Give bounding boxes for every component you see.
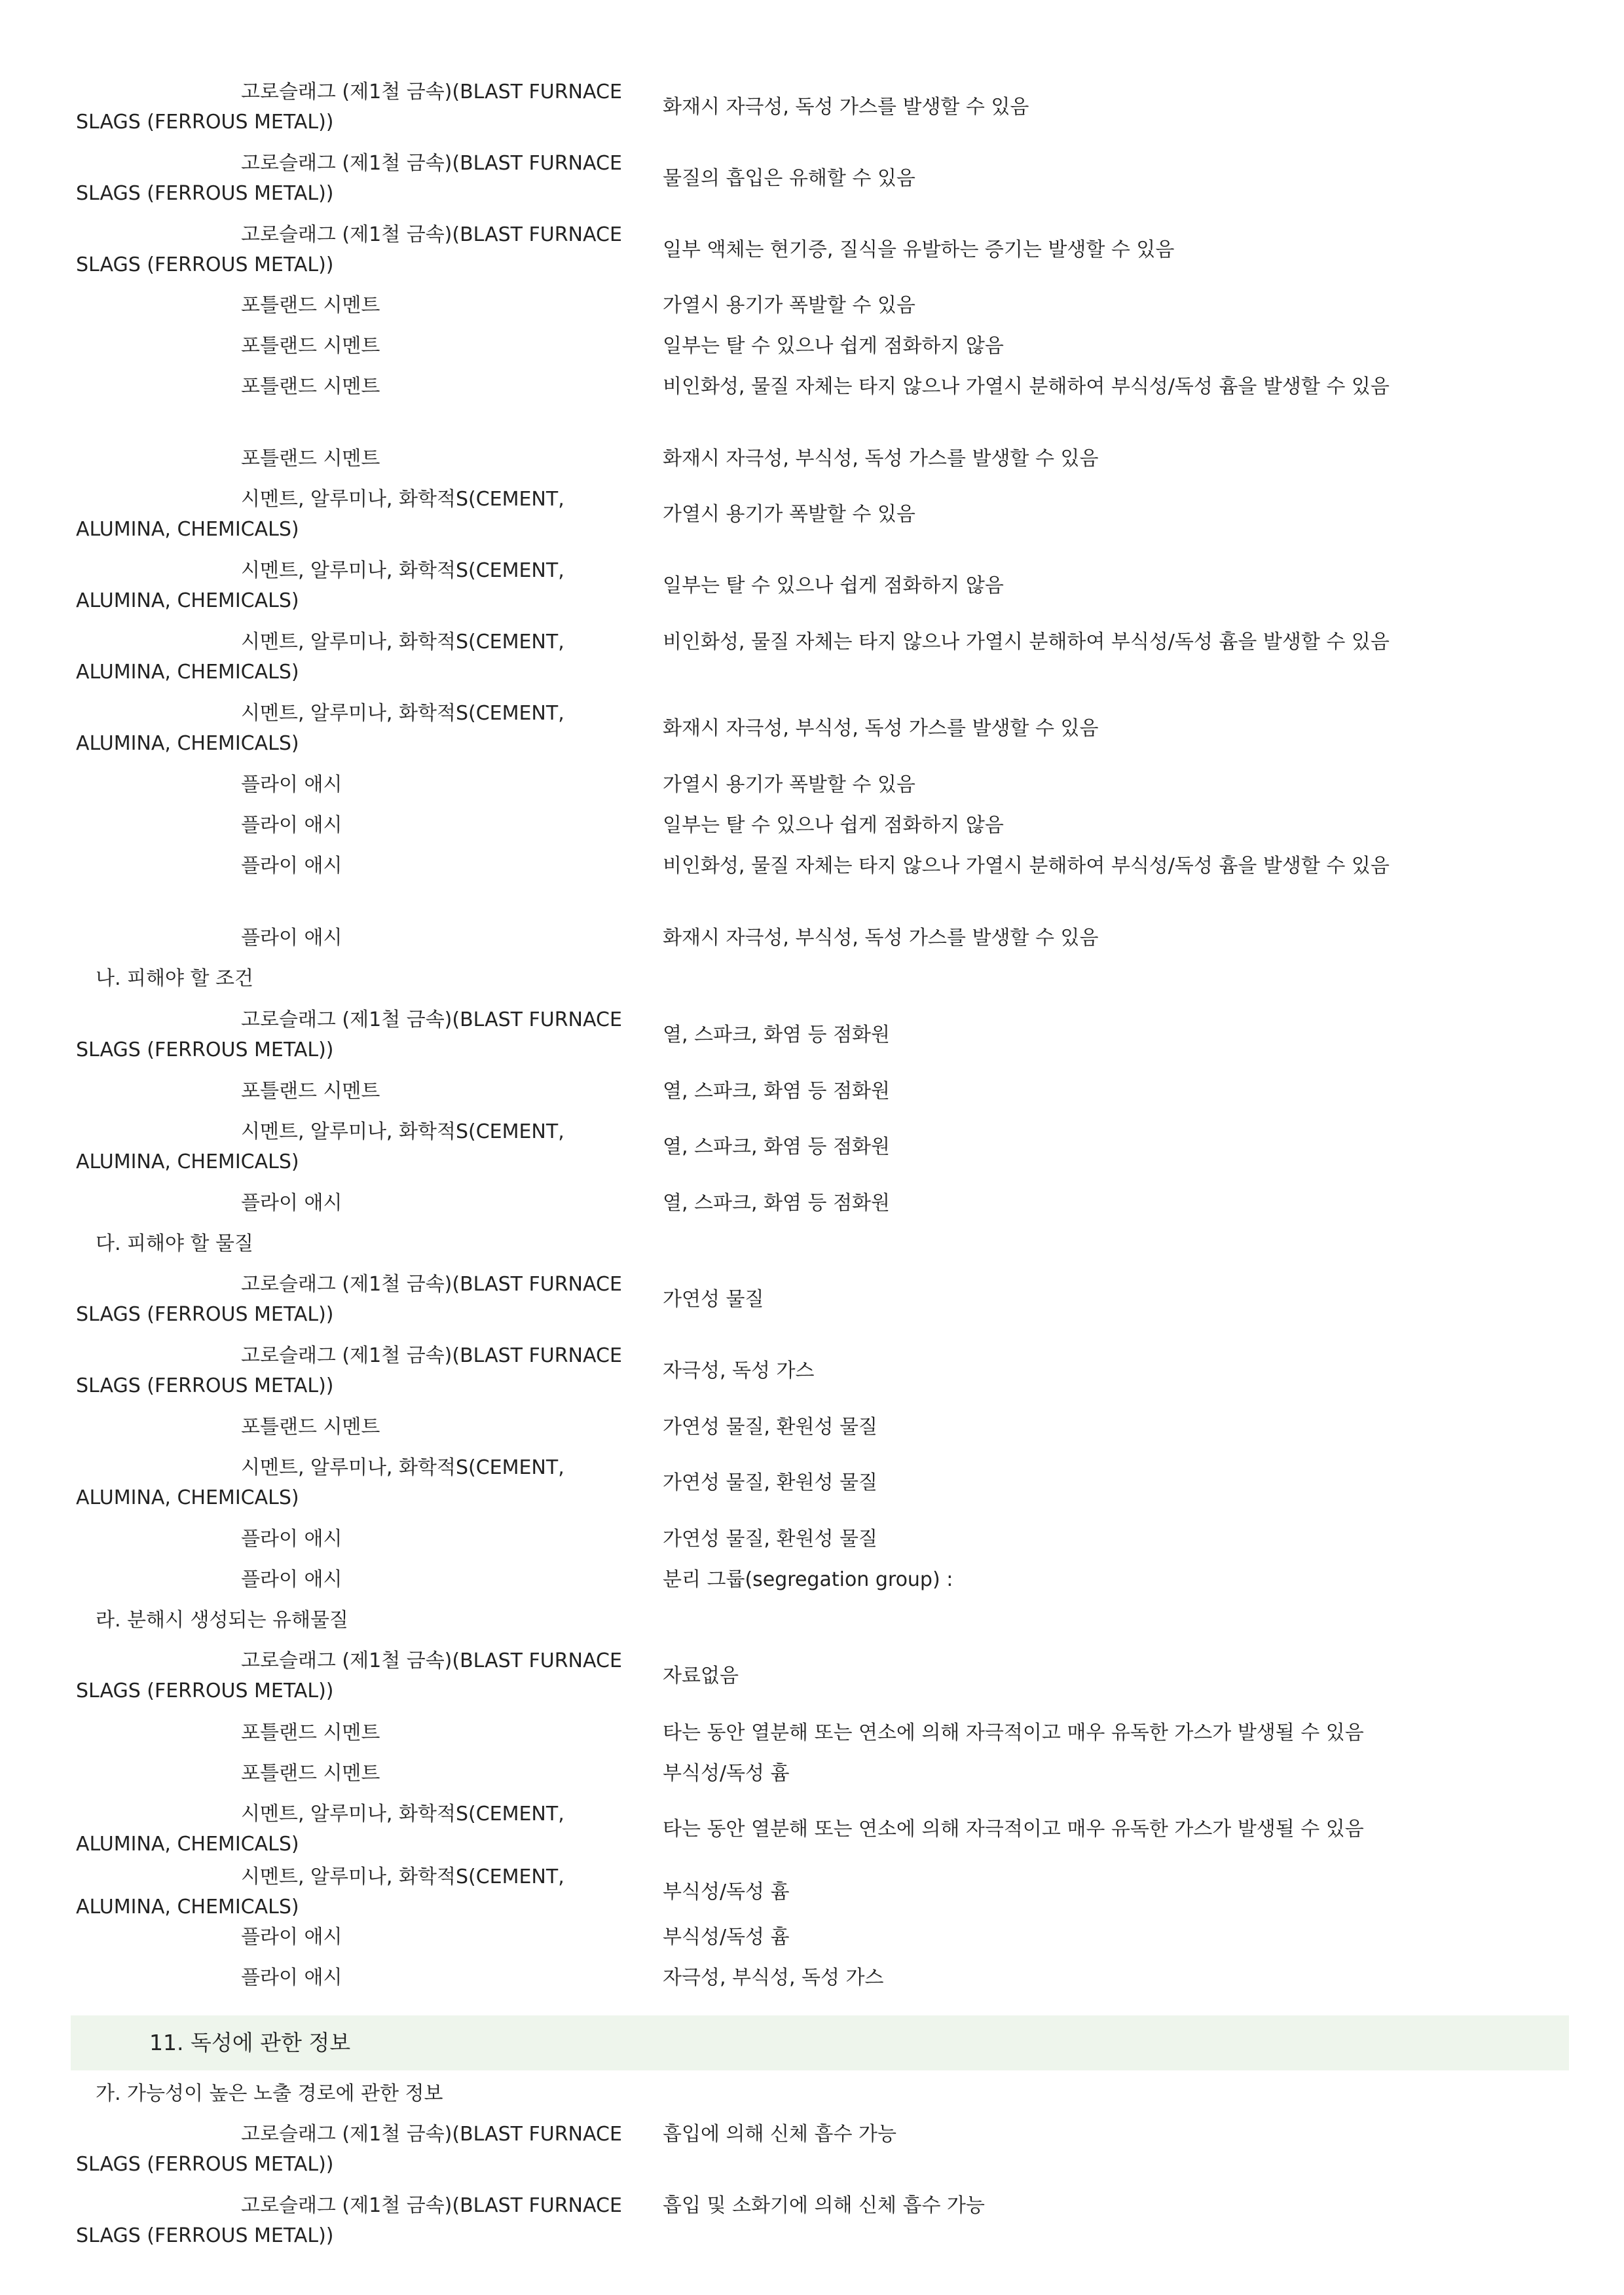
property-value: 화재시 자극성, 부식성, 독성 가스를 발생할 수 있음	[663, 717, 1099, 740]
property-value: 타는 동안 열분해 또는 연소에 의해 자극적이고 매우 유독한 가스가 발생될 수 있음	[663, 1818, 1364, 1841]
property-value: 물질의 흡입은 유해할 수 있음	[663, 167, 915, 190]
substance-name: 플라이 애시	[241, 927, 342, 949]
substance-name: 포틀랜드 시멘트	[241, 375, 380, 398]
property-value: 일부는 탈 수 있으나 쉽게 점화하지 않음	[663, 814, 1004, 837]
substance-name: 포틀랜드 시멘트	[241, 447, 380, 470]
property-value: 비인화성, 물질 자체는 타지 않으나 가열시 분해하여 부식성/독성 흄을 발생할 수 있음	[663, 854, 1390, 877]
property-value: 타는 동안 열분해 또는 연소에 의해 자극적이고 매우 유독한 가스가 발생될 수 있음	[663, 1721, 1364, 1744]
property-value: 열, 스파크, 화염 등 점화원	[663, 1192, 891, 1215]
property-value: 부식성/독성 흄	[663, 1881, 790, 1903]
property-value: 가연성 물질, 환원성 물질	[663, 1528, 877, 1551]
property-value: 가열시 용기가 폭발할 수 있음	[663, 773, 915, 796]
substance-name: 시멘트, 알루미나, 화학적S(CEMENT, ALUMINA, CHEMICALS)	[76, 702, 564, 755]
property-value: 가연성 물질	[663, 1288, 764, 1311]
substance-name: 고로슬래그 (제1철 금속)(BLAST FURNACE SLAGS (FERROUS METAL))	[76, 2123, 622, 2176]
substance-name: 고로슬래그 (제1철 금속)(BLAST FURNACE SLAGS (FERROUS METAL))	[76, 223, 622, 276]
subsection-heading: 가. 가능성이 높은 노출 경로에 관한 정보	[96, 2082, 443, 2105]
property-value: 부식성/독성 흄	[663, 1762, 790, 1785]
property-value: 화재시 자극성, 부식성, 독성 가스를 발생할 수 있음	[663, 447, 1099, 470]
property-value: 비인화성, 물질 자체는 타지 않으나 가열시 분해하여 부식성/독성 흄을 발생할 수 있음	[663, 375, 1390, 398]
property-value: 비인화성, 물질 자체는 타지 않으나 가열시 분해하여 부식성/독성 흄을 발생할 수 있음	[663, 631, 1390, 653]
substance-name: 고로슬래그 (제1철 금속)(BLAST FURNACE SLAGS (FERROUS METAL))	[76, 2194, 622, 2247]
property-value: 일부는 탈 수 있으나 쉽게 점화하지 않음	[663, 335, 1004, 358]
property-value: 가열시 용기가 폭발할 수 있음	[663, 503, 915, 526]
substance-name: 플라이 애시	[241, 1192, 342, 1215]
substance-name: 고로슬래그 (제1철 금속)(BLAST FURNACE SLAGS (FERROUS METAL))	[76, 1273, 622, 1326]
substance-name: 포틀랜드 시멘트	[241, 1080, 380, 1103]
substance-name: 포틀랜드 시멘트	[241, 1416, 380, 1439]
property-value: 열, 스파크, 화염 등 점화원	[663, 1135, 891, 1158]
substance-name: 플라이 애시	[241, 1568, 342, 1591]
property-value: 가열시 용기가 폭발할 수 있음	[663, 294, 915, 317]
substance-name: 포틀랜드 시멘트	[241, 335, 380, 358]
substance-name: 시멘트, 알루미나, 화학적S(CEMENT, ALUMINA, CHEMICALS)	[76, 631, 564, 684]
property-value: 가연성 물질, 환원성 물질	[663, 1471, 877, 1494]
substance-name: 고로슬래그 (제1철 금속)(BLAST FURNACE SLAGS (FERROUS METAL))	[76, 152, 622, 205]
property-value: 자극성, 부식성, 독성 가스	[663, 1966, 884, 1989]
subsection-heading: 다. 피해야 할 물질	[96, 1232, 254, 1255]
property-value: 일부 액체는 현기증, 질식을 유발하는 증기는 발생할 수 있음	[663, 238, 1175, 261]
section-title: 11. 독성에 관한 정보	[149, 2030, 351, 2055]
property-value: 분리 그룹(segregation group) :	[663, 1568, 953, 1591]
substance-name: 고로슬래그 (제1철 금속)(BLAST FURNACE SLAGS (FERROUS METAL))	[76, 1344, 622, 1397]
property-value: 자료없음	[663, 1664, 739, 1687]
property-value: 흡입 및 소화기에 의해 신체 흡수 가능	[663, 2194, 985, 2217]
substance-name: 포틀랜드 시멘트	[241, 1762, 380, 1785]
substance-name: 플라이 애시	[241, 773, 342, 796]
substance-name: 시멘트, 알루미나, 화학적S(CEMENT, ALUMINA, CHEMICALS)	[76, 559, 564, 612]
substance-name: 시멘트, 알루미나, 화학적S(CEMENT, ALUMINA, CHEMICALS)	[76, 1120, 564, 1173]
substance-name: 플라이 애시	[241, 1926, 342, 1949]
substance-name: 플라이 애시	[241, 814, 342, 837]
subsection-heading: 나. 피해야 할 조건	[96, 967, 254, 990]
property-value: 가연성 물질, 환원성 물질	[663, 1416, 877, 1439]
substance-name: 시멘트, 알루미나, 화학적S(CEMENT, ALUMINA, CHEMICALS)	[76, 1456, 564, 1509]
substance-name: 플라이 애시	[241, 1528, 342, 1551]
substance-name: 플라이 애시	[241, 854, 342, 877]
property-value: 열, 스파크, 화염 등 점화원	[663, 1023, 891, 1046]
substance-name: 시멘트, 알루미나, 화학적S(CEMENT, ALUMINA, CHEMICALS)	[76, 488, 564, 541]
property-value: 흡입에 의해 신체 흡수 가능	[663, 2123, 896, 2146]
substance-name: 고로슬래그 (제1철 금속)(BLAST FURNACE SLAGS (FERROUS METAL))	[76, 1649, 622, 1702]
property-value: 화재시 자극성, 독성 가스를 발생할 수 있음	[663, 96, 1029, 119]
property-value: 일부는 탈 수 있으나 쉽게 점화하지 않음	[663, 574, 1004, 597]
substance-name: 고로슬래그 (제1철 금속)(BLAST FURNACE SLAGS (FERROUS METAL))	[76, 1008, 622, 1061]
substance-name: 고로슬래그 (제1철 금속)(BLAST FURNACE SLAGS (FERROUS METAL))	[76, 81, 622, 134]
substance-name: 포틀랜드 시멘트	[241, 294, 380, 317]
substance-name: 시멘트, 알루미나, 화학적S(CEMENT, ALUMINA, CHEMICALS)	[76, 1865, 564, 1919]
substance-name: 시멘트, 알루미나, 화학적S(CEMENT, ALUMINA, CHEMICALS)	[76, 1803, 564, 1856]
property-value: 화재시 자극성, 부식성, 독성 가스를 발생할 수 있음	[663, 927, 1099, 949]
substance-name: 포틀랜드 시멘트	[241, 1721, 380, 1744]
substance-name: 플라이 애시	[241, 1966, 342, 1989]
property-value: 열, 스파크, 화염 등 점화원	[663, 1080, 891, 1103]
subsection-heading: 라. 분해시 생성되는 유해물질	[96, 1609, 348, 1632]
property-value: 부식성/독성 흄	[663, 1926, 790, 1949]
section-header-bar	[71, 2015, 1569, 2070]
property-value: 자극성, 독성 가스	[663, 1359, 815, 1382]
